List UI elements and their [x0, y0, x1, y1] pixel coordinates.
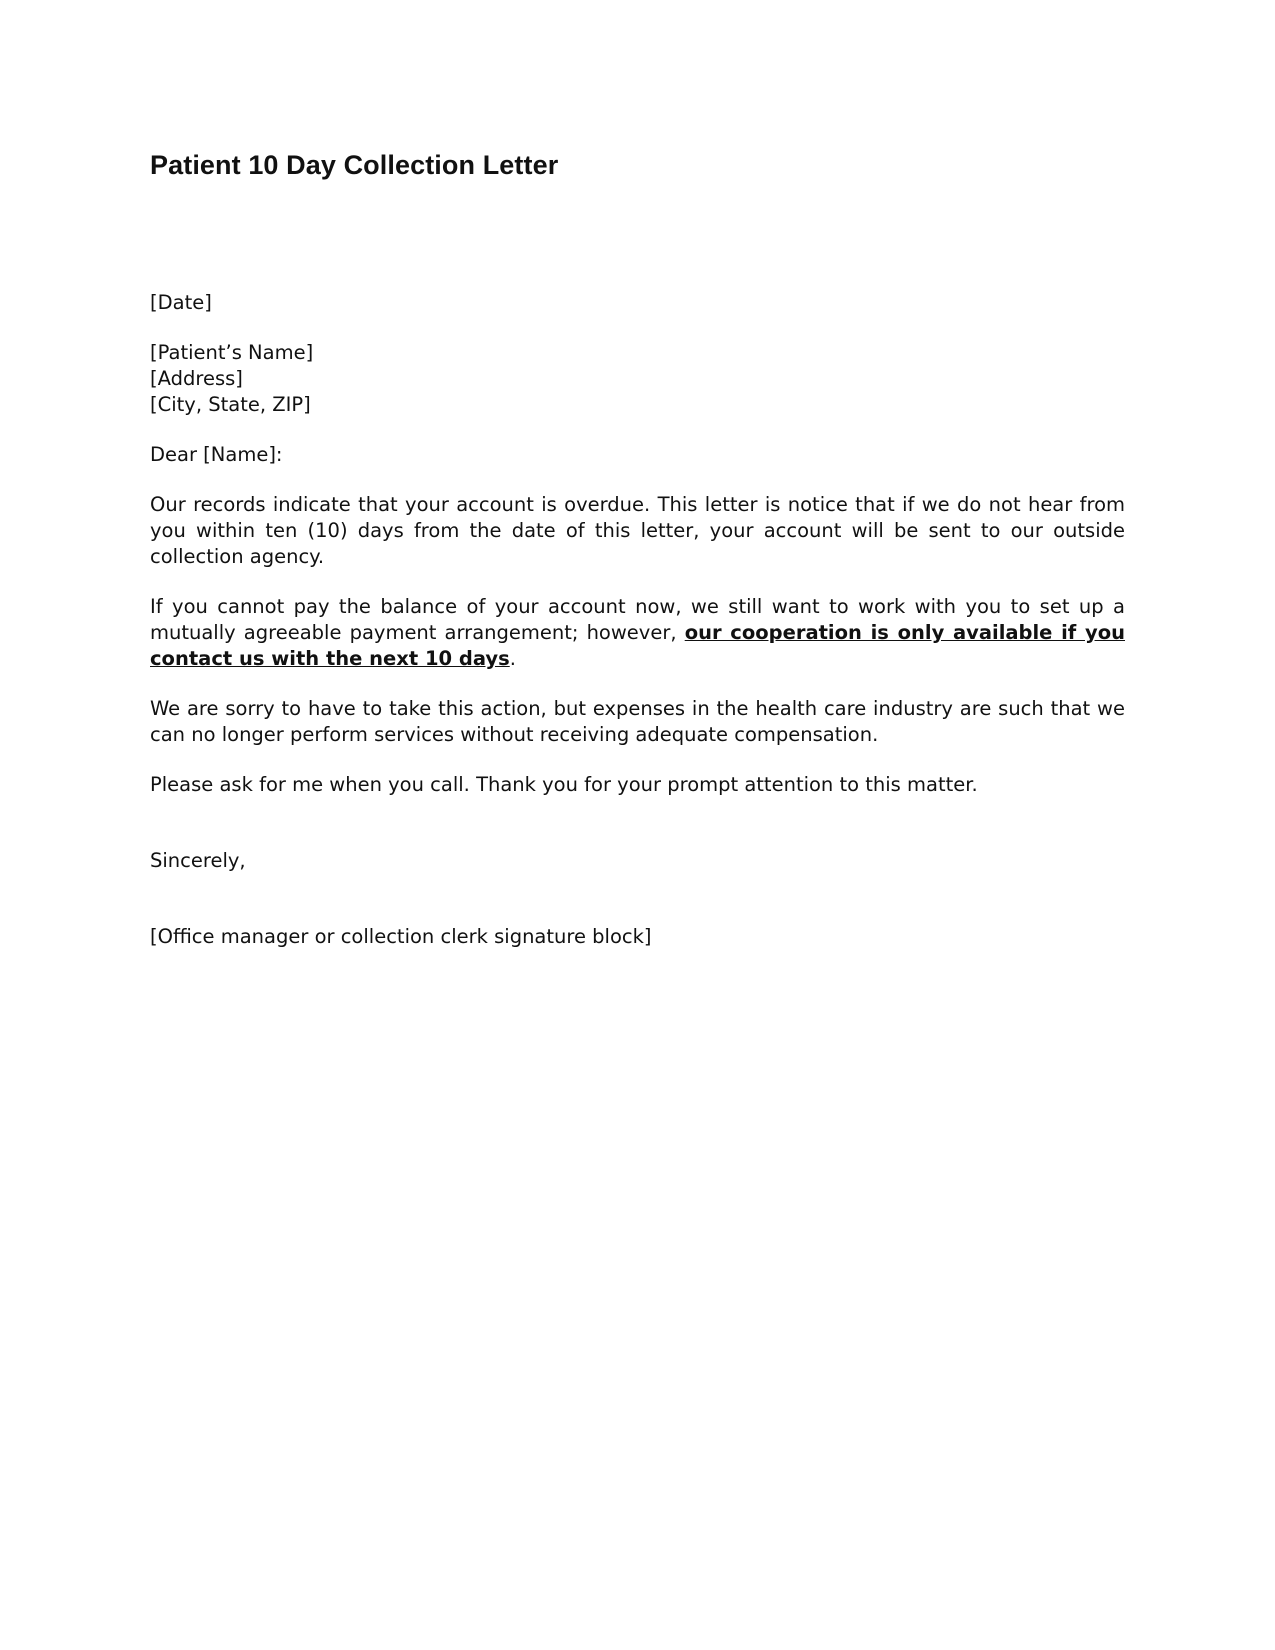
- letter-body: [150, 290, 1125, 950]
- recipient-address-block: [150, 340, 1125, 418]
- paragraph-payment-arrangement-text: If you cannot pay the balance of your account now, we still want to work with you to set up a mutually agreeable payment arrangement; however,: [150, 595, 1125, 644]
- paragraph-apology: We are sorry to have to take this action, but expenses in the health care industry are such that we can no longer perform services without receiving adequate compensation.: [150, 697, 1125, 746]
- closing-sincerely: Sincerely,: [150, 849, 246, 872]
- recipient-address: [Address]: [150, 367, 243, 390]
- recipient-name: [Patient’s Name]: [150, 341, 314, 364]
- salutation: Dear [Name]:: [150, 443, 283, 466]
- recipient-city-state-zip: [City, State, ZIP]: [150, 393, 311, 416]
- paragraph-overdue-notice: Our records indicate that your account is overdue. This letter is notice that if we do not hear from you within ten (10) days from the date of this letter, your account will be sent to our outside collection agency.: [150, 493, 1125, 568]
- letter-title: Patient 10 Day Collection Letter: [150, 150, 559, 180]
- date-line: [Date]: [150, 291, 212, 314]
- paragraph-closing-request: Please ask for me when you call. Thank you for your prompt attention to this matter.: [150, 773, 978, 796]
- signature-block: [Office manager or collection clerk signature block]: [150, 925, 652, 948]
- cooperation-emphasis-text: our cooperation is only available if you contact us with the next 10 days: [150, 621, 1125, 670]
- paragraph-payment-arrangement: [150, 594, 1125, 672]
- paragraph-payment-arrangement-end: .: [509, 647, 516, 670]
